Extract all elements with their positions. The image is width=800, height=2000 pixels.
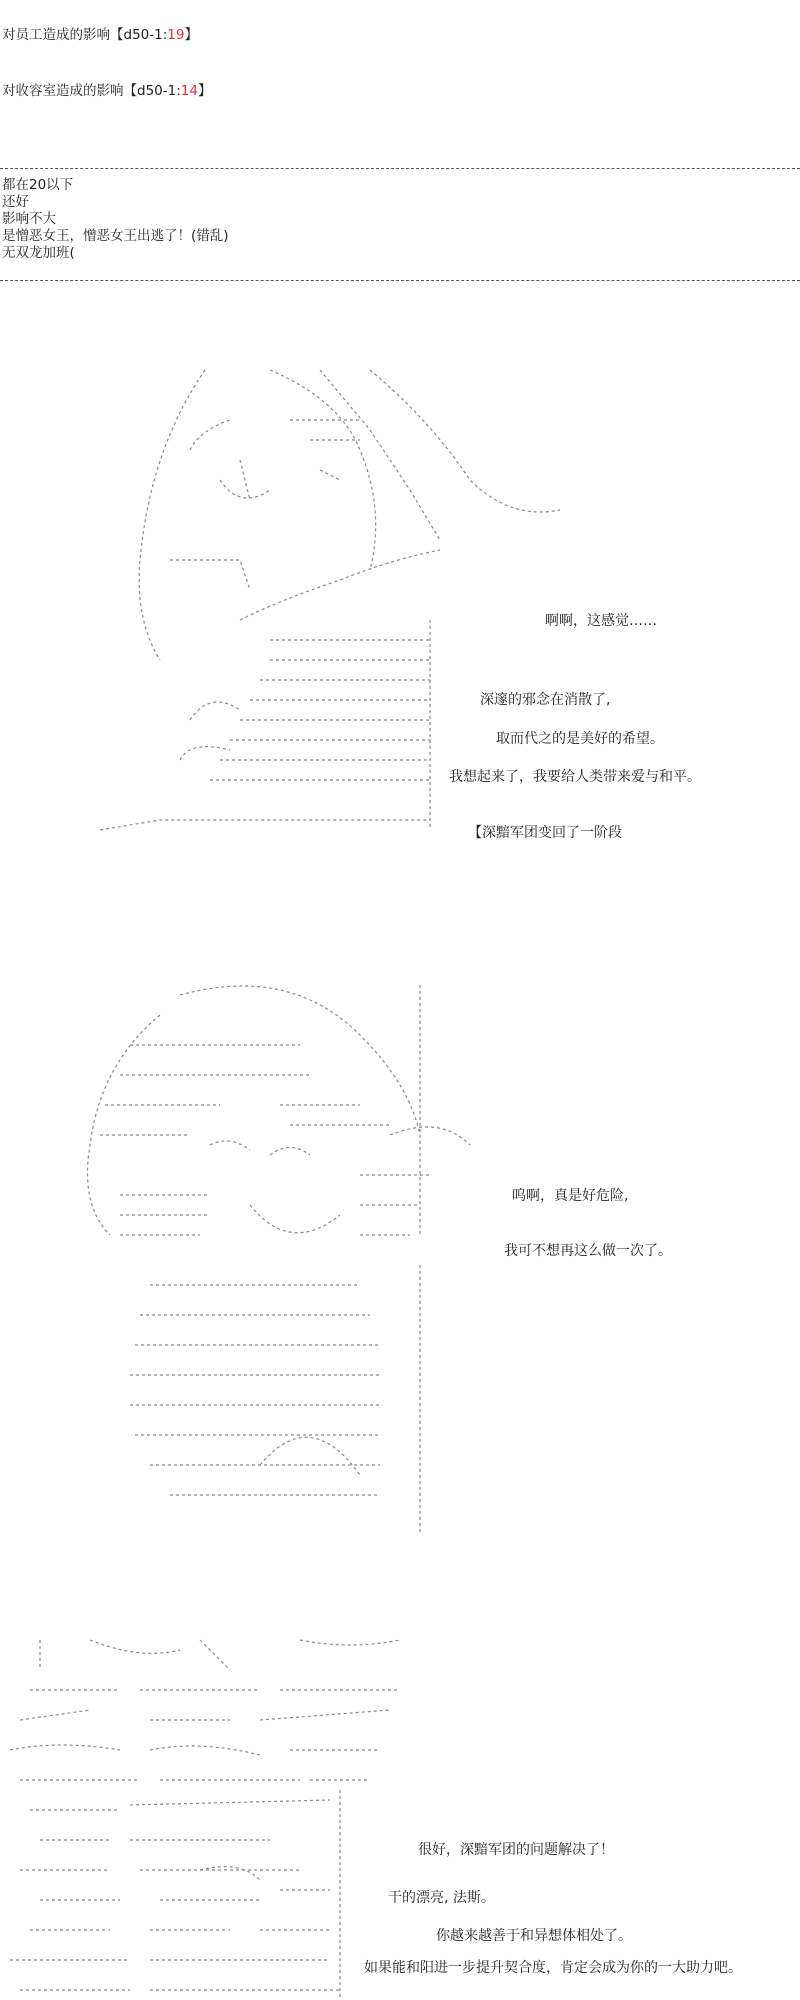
roll-value-containment: 14 xyxy=(180,83,198,99)
dialog-line: 干的漂亮, 法斯。 xyxy=(388,1890,495,1906)
note-line: 是憎恶女王，憎恶女王出逃了！(错乱) xyxy=(2,228,229,244)
ascii-art-figure-3 xyxy=(0,1630,420,2000)
roll-line-staff: 对员工造成的影响【d50-1:19】 xyxy=(2,27,198,43)
note-line: 无双龙加班( xyxy=(2,245,75,261)
note-line: 还好 xyxy=(2,194,29,210)
roll-line-containment: 对收容室造成的影响【d50-1:14】 xyxy=(2,83,212,99)
roll-value-staff: 19 xyxy=(167,27,185,43)
ascii-art-figure-2 xyxy=(60,975,500,1555)
dialog-line: 【深黯军团变回了一阶段 xyxy=(468,825,622,841)
dialog-line: 我可不想再这么做一次了。 xyxy=(504,1243,672,1259)
divider-bottom xyxy=(0,280,800,282)
dialog-line: 如果能和阳进一步提升契合度，肯定会成为你的一大助力吧。 xyxy=(364,1960,742,1976)
dialog-line: 取而代之的是美好的希望。 xyxy=(496,731,664,747)
divider-top xyxy=(0,168,800,170)
dialog-line: 你越来越善于和异想体相处了。 xyxy=(436,1928,632,1944)
dialog-line: 很好，深黯军团的问题解决了！ xyxy=(418,1842,614,1858)
dialog-line: 呜啊，真是好危险, xyxy=(512,1188,629,1204)
dialog-line: 深邃的邪念在消散了, xyxy=(480,692,611,708)
dialog-line: 啊啊，这感觉…… xyxy=(545,613,657,629)
dialog-line: 我想起来了，我要给人类带来爱与和平。 xyxy=(449,769,701,785)
note-line: 都在20以下 xyxy=(2,177,74,193)
note-line: 影响不大 xyxy=(2,211,56,227)
